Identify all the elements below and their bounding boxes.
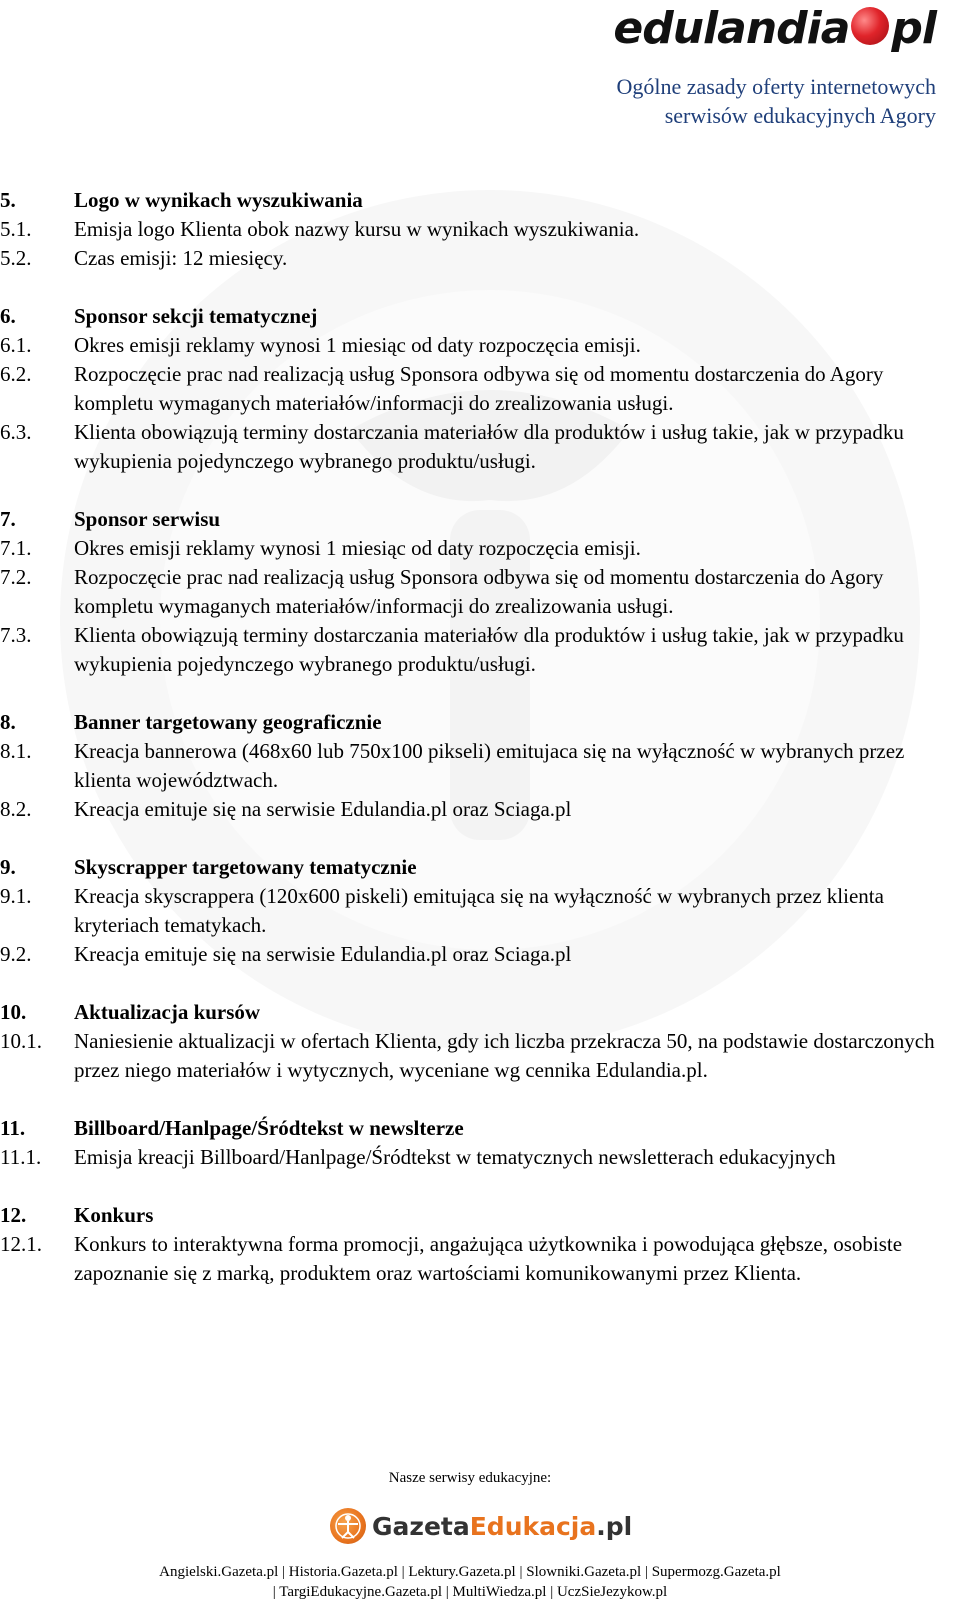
section-title: Sponsor sekcji tematycznej [74, 304, 318, 328]
clause-number: 5.1. [0, 217, 32, 241]
clause-number: 6.3. [0, 420, 32, 444]
section-number: 5. [0, 188, 16, 212]
clause-text: Czas emisji: 12 miesięcy. [74, 246, 288, 270]
clause-number: 6.1. [0, 333, 32, 357]
section-title: Logo w wynikach wyszukiwania [74, 188, 363, 212]
section-number: 7. [0, 507, 16, 531]
subtitle-line-2: serwisów edukacyjnych Agory [664, 103, 936, 128]
clause-text: Kreacja emituje się na serwisie Edulandia.pl oraz Sciaga.pl [74, 797, 572, 821]
section-number: 11. [0, 1116, 26, 1140]
clause-item [0, 940, 950, 969]
edulandia-logo [613, 2, 936, 54]
clause-item [0, 737, 950, 795]
clause-text: Klienta obowiązują terminy dostarczania materiałów dla produktów i usług takie, jak w przypadku wykupienia pojedynczego wybranego produktu/usługi. [74, 420, 904, 473]
section-heading [0, 708, 950, 737]
clause-item [0, 795, 950, 824]
clause-text: Emisja kreacji Billboard/Hanlpage/Śródtekst w tematycznych newsletterach edukacyjnych [74, 1145, 836, 1169]
clause-number: 5.2. [0, 246, 32, 270]
section [0, 708, 950, 824]
clause-item [0, 418, 950, 476]
clause-text: Kreacja skyscrappera (120x600 piskeli) emitująca się na wyłączność w wybranych przez klienta kryteriach tematykach. [74, 884, 884, 937]
clause-number: 6.2. [0, 362, 32, 386]
footer-links-line-1[interactable]: Angielski.Gazeta.pl | Historia.Gazeta.pl | Lektury.Gazeta.pl | Slowniki.Gazeta.pl | Supermozg.Gazeta.pl [159, 1564, 781, 1580]
section-heading [0, 505, 950, 534]
section-title: Aktualizacja kursów [74, 1000, 261, 1024]
clause-item [0, 1027, 950, 1085]
logo-suffix: pl [891, 2, 936, 54]
clause-item [0, 215, 950, 244]
section-heading [0, 186, 950, 215]
clause-number: 10.1. [0, 1029, 42, 1053]
section-heading [0, 302, 950, 331]
section [0, 302, 950, 476]
section [0, 186, 950, 273]
section-number: 9. [0, 855, 16, 879]
section [0, 853, 950, 969]
section [0, 1201, 950, 1288]
section [0, 505, 950, 679]
clause-item [0, 360, 950, 418]
clause-text: Kreacja emituje się na serwisie Edulandia.pl oraz Sciaga.pl [74, 942, 572, 966]
section-title: Konkurs [74, 1203, 154, 1227]
clause-number: 12.1. [0, 1232, 42, 1256]
clause-text: Rozpoczęcie prac nad realizacją usług Sponsora odbywa się od momentu dostarczenia do Agory kompletu wymaganych materiałów/informacji do zrealizowania usługi. [74, 362, 884, 415]
section-title: Billboard/Hanlpage/Śródtekst w newslterze [74, 1116, 464, 1140]
document-subtitle [617, 72, 937, 130]
section-number: 8. [0, 710, 16, 734]
section-heading [0, 1201, 950, 1230]
clause-text: Kreacja bannerowa (468x60 lub 750x100 pikseli) emitujaca się na wyłączność w wybranych przez klienta województwach. [74, 739, 905, 792]
subtitle-line-1: Ogólne zasady oferty internetowych [616, 74, 936, 99]
terms-content [0, 186, 950, 1317]
clause-item [0, 563, 950, 621]
section-heading [0, 998, 950, 1027]
clause-item [0, 244, 950, 273]
clause-item [0, 331, 950, 360]
clause-text: Emisja logo Klienta obok nazwy kursu w wynikach wyszukiwania. [74, 217, 640, 241]
clause-item [0, 1143, 950, 1172]
section-heading [0, 1114, 950, 1143]
clause-number: 9.2. [0, 942, 32, 966]
section-heading [0, 853, 950, 882]
gazeta-edukacja-logo[interactable] [330, 1508, 632, 1544]
logo-dot-icon [851, 7, 889, 45]
clause-number: 7.3. [0, 623, 32, 647]
clause-item [0, 882, 950, 940]
clause-number: 8.2. [0, 797, 32, 821]
gazeta-logo-part-1: Gazeta [372, 1511, 470, 1541]
section-number: 12. [0, 1203, 27, 1227]
clause-item [0, 621, 950, 679]
gazeta-logo-part-3: .pl [596, 1511, 633, 1541]
section-title: Sponsor serwisu [74, 507, 221, 531]
clause-number: 9.1. [0, 884, 32, 908]
clause-text: Okres emisji reklamy wynosi 1 miesiąc od daty rozpoczęcia emisji. [74, 536, 641, 560]
footer-links [0, 1562, 940, 1602]
clause-item [0, 534, 950, 563]
section-title: Banner targetowany geograficznie [74, 710, 382, 734]
footer-label: Nasze serwisy edukacyjne: [388, 1470, 552, 1486]
clause-text: Naniesienie aktualizacji w ofertach Klienta, gdy ich liczba przekracza 50, na podstawie dostarczonych przez niego materiałów i wytycznych, wyceniane wg cennika Edulandia.pl. [74, 1029, 935, 1082]
clause-number: 7.1. [0, 536, 32, 560]
section [0, 1114, 950, 1172]
clause-number: 11.1. [0, 1145, 42, 1169]
clause-number: 8.1. [0, 739, 32, 763]
clause-number: 7.2. [0, 565, 32, 589]
gazeta-logo-part-2: Edukacja [469, 1511, 597, 1541]
clause-item [0, 1230, 950, 1288]
clause-text: Konkurs to interaktywna forma promocji, angażująca użytkownika i powodująca głębsze, osobiste zapoznanie się z marką, produktem oraz wartościami komunikowanymi przez Klienta. [74, 1232, 903, 1285]
clause-text: Klienta obowiązują terminy dostarczania materiałów dla produktów i usług takie, jak w przypadku wykupienia pojedynczego wybranego produktu/usługi. [74, 623, 904, 676]
gazeta-logo-text [372, 1512, 632, 1541]
section-number: 6. [0, 304, 16, 328]
footer-links-line-2[interactable]: | TargiEdukacyjne.Gazeta.pl | MultiWiedza.pl | UczSieJezykow.pl [272, 1584, 668, 1600]
logo-text: edulandia [613, 2, 850, 54]
clause-text: Okres emisji reklamy wynosi 1 miesiąc od daty rozpoczęcia emisji. [74, 333, 641, 357]
section-title: Skyscrapper targetowany tematycznie [74, 855, 417, 879]
clause-text: Rozpoczęcie prac nad realizacją usług Sponsora odbywa się od momentu dostarczenia do Agory kompletu wymaganych materiałów/informacji do zrealizowania usługi. [74, 565, 884, 618]
section-number: 10. [0, 1000, 27, 1024]
vitruvian-icon [330, 1508, 366, 1544]
section [0, 998, 950, 1085]
